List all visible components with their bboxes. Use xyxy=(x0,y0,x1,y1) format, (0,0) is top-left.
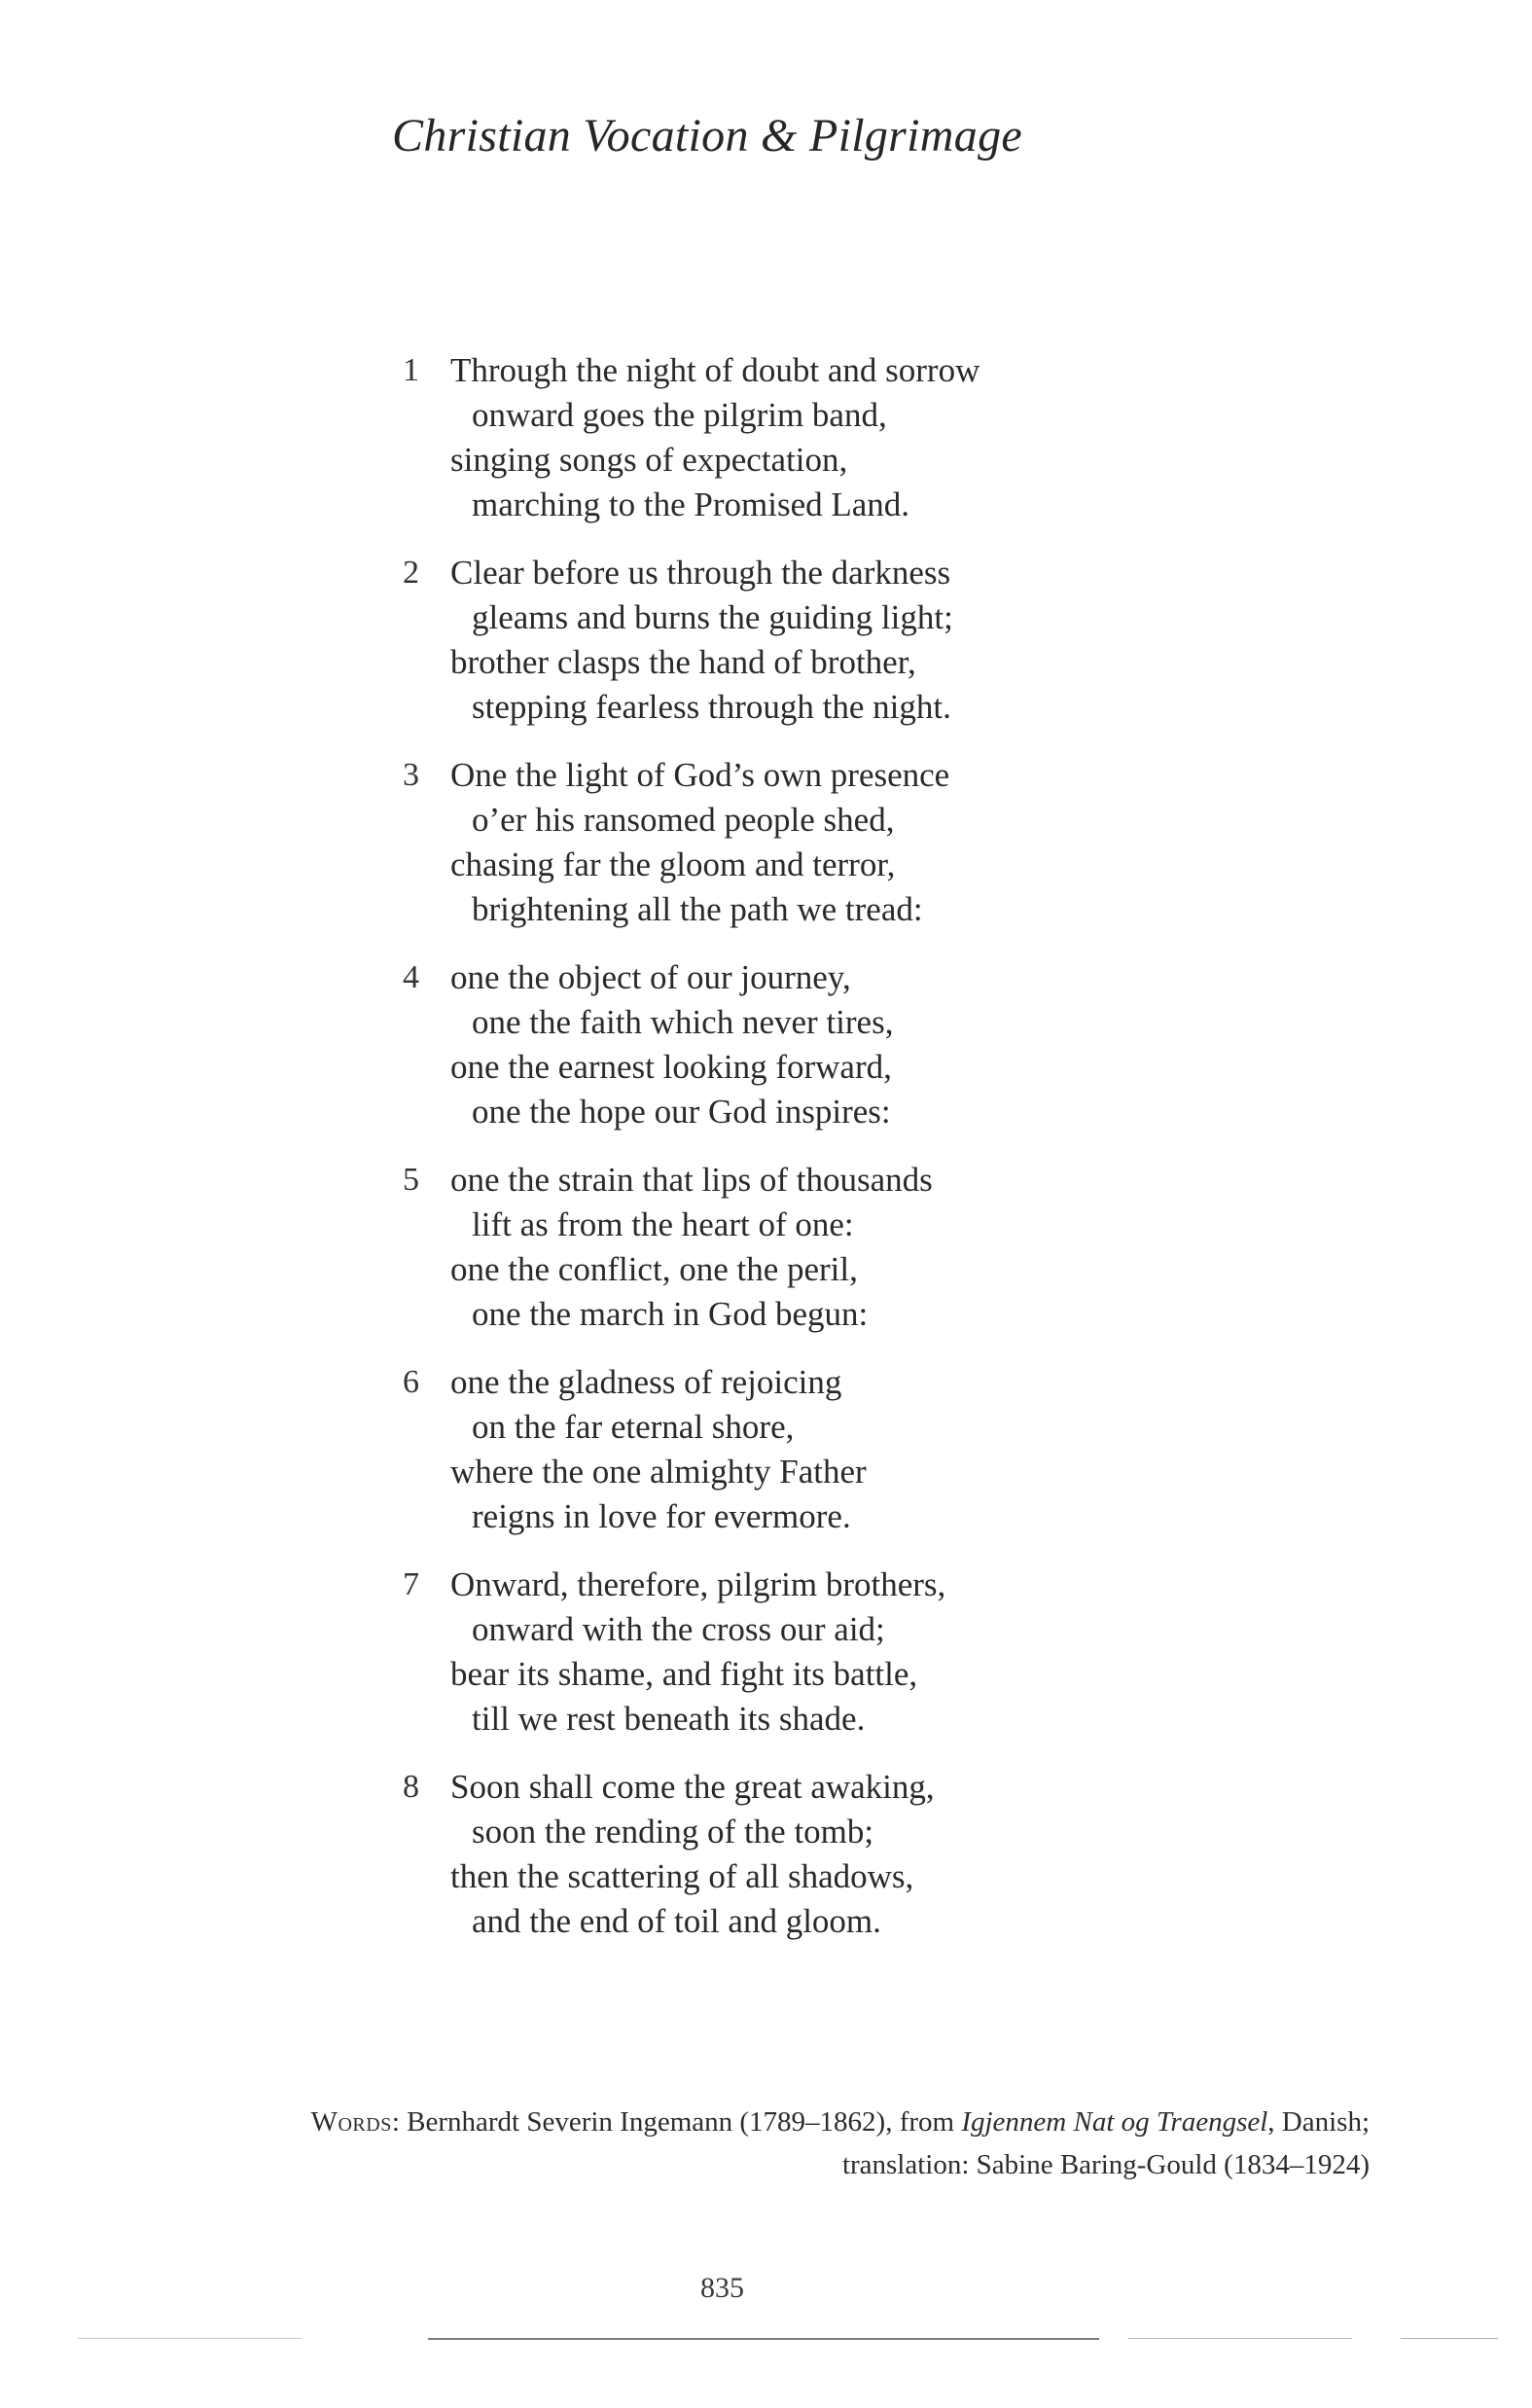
verse xyxy=(399,1563,1177,1742)
verse-line: one the strain that lips of thousands xyxy=(450,1161,933,1199)
attribution-source-title: Igjennem Nat og Traengsel xyxy=(961,2106,1268,2138)
attribution-label: Words xyxy=(310,2106,392,2138)
verse-line: one the hope our God inspires: xyxy=(472,1093,891,1131)
verse-line: Onward, therefore, pilgrim brothers, xyxy=(450,1565,946,1603)
verse-line: chasing far the gloom and terror, xyxy=(450,845,896,883)
verse-line: one the march in God begun: xyxy=(472,1295,869,1333)
verse-line: marching to the Promised Land. xyxy=(472,485,910,523)
verse-line: gleams and burns the guiding light; xyxy=(472,598,953,636)
verse xyxy=(399,1360,1177,1539)
verse xyxy=(399,753,1177,932)
verse-number: 1 xyxy=(403,352,419,388)
verse-line: one the earnest looking forward, xyxy=(450,1048,892,1086)
verse-line: lift as from the heart of one: xyxy=(472,1205,854,1243)
verse-line: one the object of our journey, xyxy=(450,958,851,996)
footer-rule xyxy=(1128,2338,1352,2339)
verse-line: then the scattering of all shadows, xyxy=(450,1857,914,1895)
verse xyxy=(399,1158,1177,1337)
verse-line: where the one almighty Father xyxy=(450,1453,867,1491)
hymn-verses xyxy=(399,348,1177,1967)
footer-rule xyxy=(428,2338,1099,2340)
attribution-translation: translation: Sabine Baring-Gould (1834–1924) xyxy=(841,2149,1370,2180)
attribution-author: : Bernhardt Severin Ingemann (1789–1862), from xyxy=(391,2106,962,2138)
verse-number: 8 xyxy=(403,1769,419,1805)
verse-line: one the gladness of rejoicing xyxy=(450,1363,842,1401)
verse-line: singing songs of expectation, xyxy=(450,441,848,479)
verse-line: soon the rending of the tomb; xyxy=(472,1813,874,1851)
page-number: 835 xyxy=(700,2272,744,2304)
verse-number: 2 xyxy=(403,555,419,591)
verse xyxy=(399,955,1177,1134)
verse-number: 6 xyxy=(403,1364,419,1400)
verse-number: 5 xyxy=(403,1162,419,1198)
verse-line: brightening all the path we tread: xyxy=(472,890,923,928)
verse-number: 3 xyxy=(403,757,419,793)
verse xyxy=(399,1765,1177,1944)
verse-line: One the light of God’s own presence xyxy=(450,756,950,794)
verse-line: reigns in love for evermore. xyxy=(472,1497,851,1535)
verse-number: 7 xyxy=(403,1566,419,1602)
verse-line: on the far eternal shore, xyxy=(472,1408,795,1446)
footer-rule xyxy=(1401,2338,1498,2339)
verse xyxy=(399,348,1177,527)
page-title: Christian Vocation & Pilgrimage xyxy=(392,110,1022,162)
verse-line: Clear before us through the darkness xyxy=(450,554,951,592)
words-attribution xyxy=(311,2101,1370,2186)
verse-number: 4 xyxy=(403,959,419,995)
attribution-line-1 xyxy=(311,2101,1370,2143)
verse-line: one the faith which never tires, xyxy=(472,1003,894,1041)
verse-line: brother clasps the hand of brother, xyxy=(450,643,916,681)
verse-line: till we rest beneath its shade. xyxy=(472,1700,866,1738)
verse-line: one the conflict, one the peril, xyxy=(450,1250,858,1288)
verse xyxy=(399,551,1177,730)
verse-line: onward with the cross our aid; xyxy=(472,1610,885,1648)
verse-line: onward goes the pilgrim band, xyxy=(472,396,887,434)
verse-line: and the end of toil and gloom. xyxy=(472,1902,881,1940)
verse-line: Soon shall come the great awaking, xyxy=(450,1768,935,1806)
footer-rule xyxy=(78,2338,302,2339)
attribution-language: , Danish; xyxy=(1267,2106,1370,2138)
verse-line: stepping fearless through the night. xyxy=(472,688,951,726)
verse-line: Through the night of doubt and sorrow xyxy=(450,351,980,389)
verse-line: bear its shame, and fight its battle, xyxy=(450,1655,918,1693)
verse-line: o’er his ransomed people shed, xyxy=(472,801,895,839)
